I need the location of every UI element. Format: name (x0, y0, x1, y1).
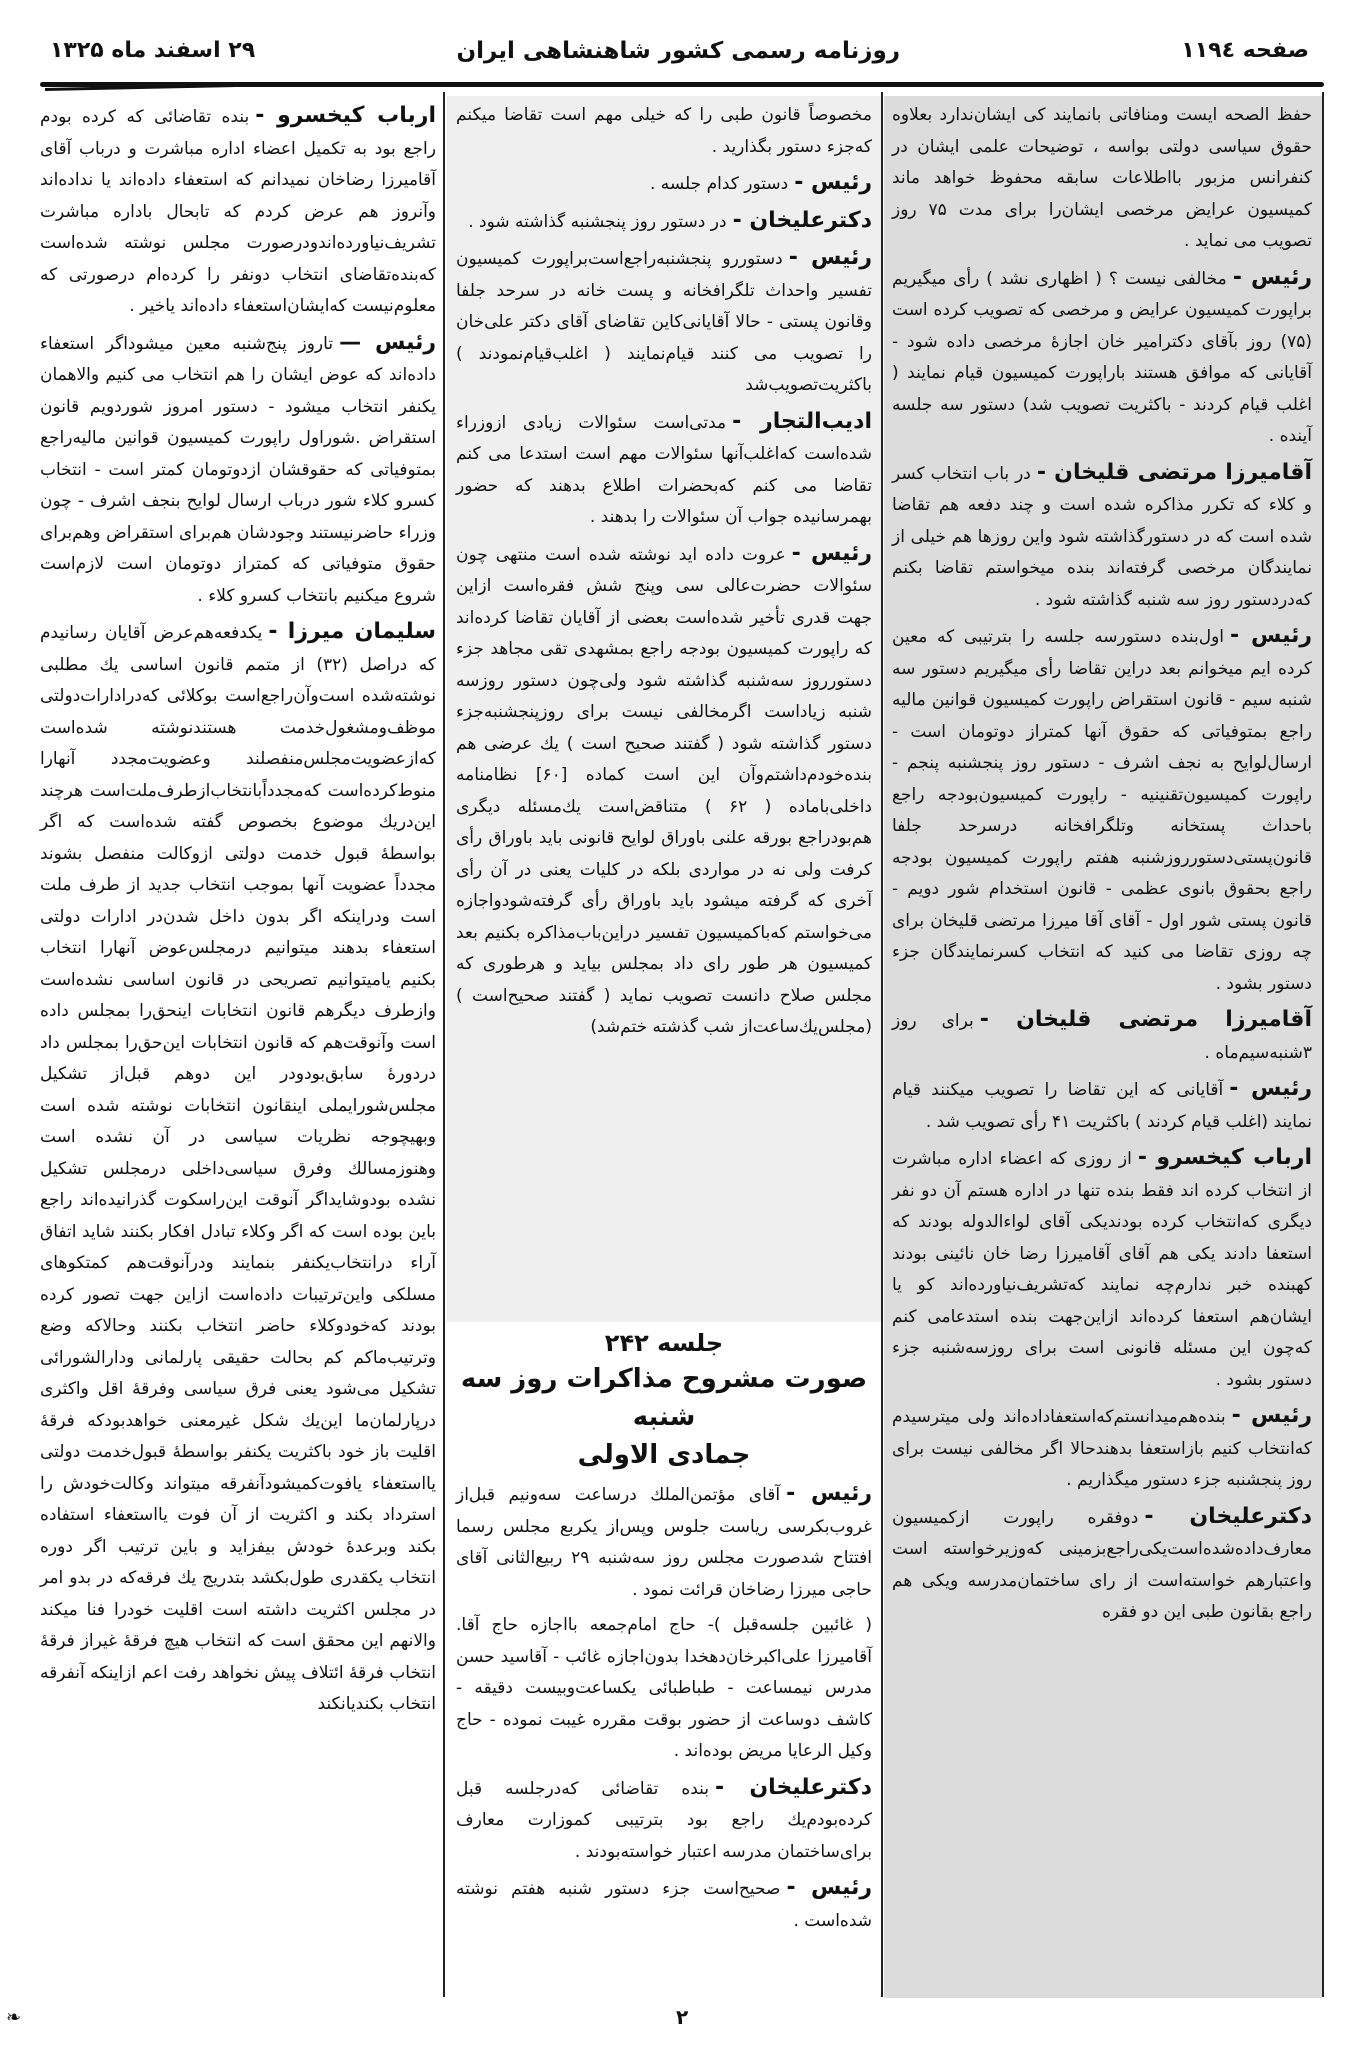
paragraph-text: دستور کدام جلسه . (649, 174, 789, 194)
paragraph (456, 242, 872, 402)
paragraph (892, 620, 1312, 1000)
paragraph (456, 205, 872, 239)
paragraph-text: ( غائبین جلسه‌قبل )- حاج امام‌جمعه بااجازه حاج آقا. آقامیرزا علی‌اکبرخان‌دهخدا بدون‌اجازه غائب - آقاسید حسن مدرس نیمساعت - طباطبائی یکساعت‌وبیست دقیقه - کاشف دوساعت از حضور بوقت مقرره غیبت نموده - حاج وکیل الرعایا مریض بوده‌اند . (456, 1615, 872, 1761)
page-number: ۲ (676, 2005, 689, 2029)
paragraph (456, 1478, 872, 1606)
column-middle (447, 96, 881, 1322)
paragraph-text: از روزی که اعضاء اداره مباشرت از انتخاب کرده اند فقط بنده تنها در اداره هستم آن دو نفر دیگری که‌انتخاب کرده بودندیکی آقای لواءالدوله بودند که استعفا دادند یکی هم آقای آقامیرزا رضا خان نائینی بودند کهبنده خبر ندارم‌چه نمایند که‌تشریف‌نیاورده‌اند کو یا ایشان‌هم استعفا کرده‌اند ازاین‌جهت بنده استدعامی کنم که‌چون این مسئله قانونی است برای روزسه‌شنبه جزء دستور بشود . (892, 1149, 1312, 1390)
paragraph (40, 327, 436, 613)
paragraph (40, 616, 436, 1721)
speaker-name: دکترعلیخان - (715, 1774, 872, 1800)
paragraph-text: در دستور روز پنجشنبه گذاشته شود . (468, 211, 727, 232)
paragraph (892, 1073, 1312, 1138)
session-title: صورت مشروح مذاکرات روز سه شنبه (460, 1364, 868, 1432)
issue-date: ۲۹ اسفند ماه ۱۳۲۵ (50, 38, 256, 63)
newspaper-title: روزنامه رسمی کشور شاهنشاهی ایران (456, 38, 900, 64)
paragraph (892, 262, 1312, 453)
paragraph-text: بنده‌هم‌میدانستم‌که‌استعفاداده‌اند ولی میترسیدم که‌انتخاب کنیم بازاستعفا بدهندحالا اگر مخالفی نیست برای روز پنجشنبه جزء دستور میگذاریم . (892, 1407, 1312, 1490)
column-middle-continued (456, 1478, 872, 1937)
speaker-name: رئیس - (788, 245, 872, 270)
paragraph-text: آقای مؤتمن‌الملك درساعت سه‌ونیم قبل‌از غروب‌بکرسی ریاست جلوس وپس‌از یکربع مجلس رسما افتتاح شدصورت مجلس روز سه‌شنبه ۲۹ ربیع‌الثانی آقای حاجی میرزا رضاخان قرائت نمود . (456, 1485, 872, 1600)
speaker-name: ارباب کیخسرو - (255, 103, 436, 128)
speaker-name: رئیس - (794, 170, 872, 195)
paragraph-text: در باب انتخاب کسر و کلاء که تکرر مذاکره شده است و چند دفعه هم تقاضا شده است که در دستورگذاشته شود واین روزها هم خیلی از نمایندگان مرخصی گرفته‌اند بنده میخواستم تقاضا بکنم که‌دردستور روز سه شنبه گذاشته شود . (892, 463, 1312, 610)
paragraph (456, 167, 872, 201)
session-number: جلسه ۲۴۲ (604, 1329, 724, 1357)
speaker-name: رئیس - (786, 1481, 873, 1506)
speaker-name: ادیب‌التجار - (732, 408, 873, 434)
speaker-name: رئیس - (791, 540, 872, 566)
paragraph (892, 1004, 1312, 1069)
speaker-name: آقامیرزا مرتضی قلیخان - (979, 1007, 1312, 1032)
margin-mark: ❧ (6, 2007, 22, 2028)
speaker-name: رئیس - (1231, 1403, 1312, 1428)
paragraph-text: اول‌بنده دستورسه جلسه را بترتیبی که معین کرده ایم میخوانم بعد دراین تقاضا رأی میگیریم دستور سه شنبه سیم - قانون استقراض راپورت کمیسیون قوانین مالیه راجع بمتوفیاتی که حقوق آنها کمتراز دوتومان است - ارسال‌لوایح به نجف اشرف - دستور روز پنجشنبه پنجم - راپورت کمیسیون‌تقنینیه - راپورت کمیسیون‌بودجه راجع باحداث پستخانه وتلگرافخانه درسرحد جلفا قانون‌پستی‌دستورروزشنبه هفتم راپورت کمیسیون بودجه راجع بحقوق بانوی عظمی - قانون استخدام شور دویم - قانون پستی شور اول - آقای آقا میرزا مرتضی قلیخان برای چه روزی تقاضا می کنید که انتخاب کسرنمایندگان جزء دستور بشود . (892, 627, 1312, 994)
column-left (34, 96, 440, 2000)
paragraph-text: مدتی‌است سئوالات زیادی ازوزراء شده‌است که‌اغلب‌آنها سئوالات مهم است استدعا می کنم تقاضا می کنم که‌بحضرات اطلاع بدهند که حضور بهمرسانیده جواب آن سئوالات را بدهند . (456, 412, 872, 527)
speaker-name: رئیس — (339, 329, 436, 355)
paragraph-text: تاروز پنج‌شنبه معین میشوداگر استعفاء داده‌اند که عوض ایشان را هم انتخاب می کنیم والاهمان یکنفر انتخاب میشود - دستور امروز شوردویم قانون استقراض .شوراول راپورت کمیسیون قوانین مالیه‌راجع بمتوفیاتی که حقوقشان ازدوتومان کمتر است - انتخاب کسرو کلاء شور درباب ارسال لوایح بنجف اشرف - چون وزراء حاضرنیستند وجودشان هم‌برای استقراض وهم‌برای حقوق متوفیاتی که کمتراز دوتومان است لازم‌است شروع میکنیم بانتخاب کسرو کلاء . (40, 333, 436, 606)
speaker-name: سلیمان میرزا - (268, 619, 436, 644)
page-label: صفحه ۱۱۹٤ (1181, 38, 1309, 63)
paragraph (456, 406, 872, 534)
paragraph-text: آقایانی که این تقاضا را تصویب میکنند قیام نمایند (اغلب قیام کردند ) باکثریت ۴۱ رأی تصویب شد . (892, 1080, 1312, 1132)
paragraph (892, 1501, 1312, 1629)
speaker-name: رئیس - (1230, 623, 1313, 648)
column-divider (443, 92, 445, 1997)
paragraph (892, 1142, 1312, 1396)
speaker-name: دکترعلیخان - (1144, 1503, 1312, 1529)
paragraph (456, 1610, 872, 1768)
paragraph (892, 1400, 1312, 1497)
middle-lower-section (447, 1326, 881, 1998)
column-divider (881, 92, 883, 1997)
paragraph-text: مخالفی نیست ؟ ( اظهاری نشد ) رأی میگیریم براپورت کمیسیون عرایض و مرخصی که تصویب کرده است (۷۵) روز بآقای دکترامیر خان اجازهٔ مرخصی داده شود - آقایانی که موافق هستند باراپورت کمیسیون قیام نمایند ( اغلب قیام کردند - باکثریت تصویب شد) دستور سه جلسه آینده . (892, 268, 1312, 446)
speaker-name: آقامیرزا مرتضی قلیخان - (1036, 459, 1312, 485)
session-heading (456, 1326, 872, 1474)
column-right (884, 96, 1322, 1998)
speaker-name: دکترعلیخان - (732, 207, 872, 233)
paragraph-text: دوفقره راپورت ازکمیسیون معارف‌داده‌شده‌است‌یکی‌راجع‌بزمینی که‌وزیرخواسته است واعتبارهم خواسته‌است از رای ساختمان‌مدرسه ویکی هم راجع بقانون طبی این دو فقره (892, 1507, 1312, 1622)
paragraph-text: مخصوصاً قانون طبی را که خیلی مهم است تقاضا میکنم که‌جزء دستور بگذارید . (456, 105, 872, 157)
speaker-name: ارباب کیخسرو - (1137, 1145, 1312, 1170)
paragraph (456, 100, 872, 163)
paragraph-text: برای روز ۳شنبه‌سیم‌ماه . (892, 1011, 1312, 1063)
column-divider (1322, 92, 1324, 1997)
paragraph (456, 1872, 872, 1937)
paragraph (40, 100, 436, 323)
paragraph-text: حفظ الصحه ایست ومنافاتی بانمایند کی ایشان‌ندارد بعلاوه حقوق سیاسی دولتی بواسه ، توضیحات علمی ایشان در کنفرانس مزبور بااطلاعات سابقه محفوظ خواهد ماند کمیسیون عرایض مرخصی ایشان‌را برای مدت ۷۵ روز تصویب می نماید . (892, 105, 1312, 251)
speaker-name: رئیس - (786, 1875, 873, 1900)
paragraph-text: صحیح‌است جزء دستور شنبه هفتم نوشته شده‌است . (456, 1879, 872, 1931)
paragraph-text: دستوررو پنجشنبه‌راجع‌است‌براپورت کمیسیون تفسیر واحداث تلگرافخانه و پست خانه در سرحد جلفا وقانون پستی - حالا آقایانی‌کاین تقاضای آقای دکتر علی‌خان را تصویب می کنند قیام‌نمایند ( اغلب‌قیام‌نمودند ) باکثریت‌تصویب‌شد (456, 249, 872, 395)
paragraph (892, 457, 1312, 617)
paragraph-text: یکدفعه‌هم‌عرض آقایان رسانیدم که دراصل (۳۲) از متمم قانون اساسی یك مطلبی نوشته‌شده است‌وآن‌راجع‌است بوکلائی که‌درادارات‌دولتی موظف‌ومشغول‌خدمت هستندنوشته شده‌است که‌ازعضویت‌مجلس‌منفصلند وعضویت‌مجدد آنهارا منوط‌کرده‌است که‌مجدداًبانتخاب‌ازطرف‌ملت‌است هرچند این‌دریك موضوع بخصوص گفته شده‌است که اگر بواسطهٔ قبول خدمت دولتی ازوکالت منفصل بشوند مجدداً عضویت آنها بموجب انتخاب جدید از طرف ملت است ودراینکه اگر بدون داخل شدن‌در ادارات دولتی استعفاء بدهند میتوانیم درمجلس‌عوض آنهارا انتخاب بکنیم یامیتوانیم تصریحی در قانون اساسی نشده‌است واز‌طرف دیگرهم قانون انتخابات اینحق‌را بمجلس داده است وآنوقت‌هم که قانون انتخابات این‌حق‌را بمجلس داد دردورهٔ سابق‌بودودر این دوهم قبل‌از تشکیل مجلس‌شورایملی اینقانون انتخابات نوشته شده است وبهیچوجه نظریات سیاسی در آن نشده است وهنوزمسالك وفرق سیاسی‌داخلی درمجلس تشکیل نشده بودوشایداگر آنوقت این‌راسکوت گذرانیده‌اند راجع باین بوده است که اگر وکلاء تبادل افکار بکنند شاید اتفاق آراء درانتخاب‌یکنفر بنمایند ودرآنوقت‌هم کمتکوهای مسلکی واین‌ترتیبات داده‌است ازاین جهت تصور کرده بودند که‌خودوکلاء حاضر انتخاب بکنند وحالاکه وضع وترتیب‌ماکم کم بحالت حقیقی پارلمانی ودارالشورائی تشکیل می‌شود یعنی فرق سیاسی وفرقهٔ اقل واکثری درپارلمان‌ما این‌یك شکل غیرمعنی خواهدبودکه فرقهٔ اقلیت باز خود باکثریت یکنفر بواسطهٔ قبول‌خدمت دولتی یااستعفاء یافوت‌کمیشود‌آنفرقه میتواند وکالت‌خودش را استرداد بکند و اکثریت از آن فوت یااستعفاء استفاده بکند وبرعدهٔ خودش بیفزاید و باین ترتیب اگر دوره انتخاب یکقدری طول‌بکشد بتدریج یك فرقه‌که در بدو امر در مجلس اکثریت داشته است اقلیت خودرا فنا میکند والانهم این محقق است که انتخاب هیچ فرقهٔ غیراز فرقهٔ انتخاب فرقهٔ ائتلاف پیش نخواهد رفت اعم ازاینکه آنفرقه انتخاب بکندیانکند (40, 623, 436, 1714)
paragraph-text: عروت داده اید نوشته شده است منتهی چون سئوالات حضرت‌عالی سی وپنج شش فقره‌است ازاین جهت قدری تأخیر شده‌است بعضی از آقایان تقاضا کرده‌اند که راپورت کمیسیون بودجه راجع بمشهدی تقی مجاهد جزء دستورروز سه‌شنبه گذاشته شود ولی‌چون دستور روزسه شنبه زیاداست اگرمخالفی نیست برای روزپنجشنبه‌جزء دستور گذاشته شود ( گفتند صحیح است ) یك عرضی هم بنده‌خودم‌داشتم‌وآن این است کماده [۶۰] نظامنامه داخلی‌باماده ( ۶۲ ) متناقض‌است یك‌مسئله دیگری هم‌بودراجع بورقه علنی باوراق لوایح قانونی باید باوراق رأی کرفت ولی نه در مواردی بلکه در کلیات یعنی در آن رأی آخری که گرفته میشود باید باوراق رأی گرفته‌شودواجازه می‌خواستم که‌باکمیسیون تفسیر دراین‌باب‌مذاکره بکنیم بعد کمیسیون هر طور رای داد بمجلس بیاید و هرطوری که مجلس صلاح دانست تصویب نماید ( گفتند صحیح‌است ) (مجلس‌یك‌ساعت‌از شب گذشته ختم‌شد) (456, 544, 873, 1037)
paragraph-text: بنده تقاضائی که کرده بودم راجع بود به تکمیل اعضاء اداره مباشرت و درباب آقای آقامیرزا رضاخان نمیدانم که استعفاء داده‌اند یا نداده‌اند وآنروز هم عرض کردم که تابحال باداره مباشرت تشریف‌نیاورده‌اندودرصورت مجلس نوشته شده‌است که‌بنده‌تقاضای انتخاب دونفر را کرده‌ام درصورتی که معلوم‌نیست که‌ایشان‌استعفاء داده‌اند یاخیر . (40, 107, 436, 316)
paragraph (456, 538, 872, 1044)
speaker-name: رئیس - (1232, 264, 1313, 290)
paragraph (456, 1772, 872, 1869)
speaker-name: رئیس - (1229, 1076, 1313, 1101)
session-date: جمادی الاولی (577, 1440, 751, 1470)
paragraph (892, 100, 1312, 258)
paragraph-text: بنده تقاضائی که‌درجلسه قبل کرده‌بودم‌یك راجع بود بترتیبی کموزارت معارف برای‌ساختمان مدرسه اعتبار خواسته‌بودند . (456, 1778, 872, 1862)
